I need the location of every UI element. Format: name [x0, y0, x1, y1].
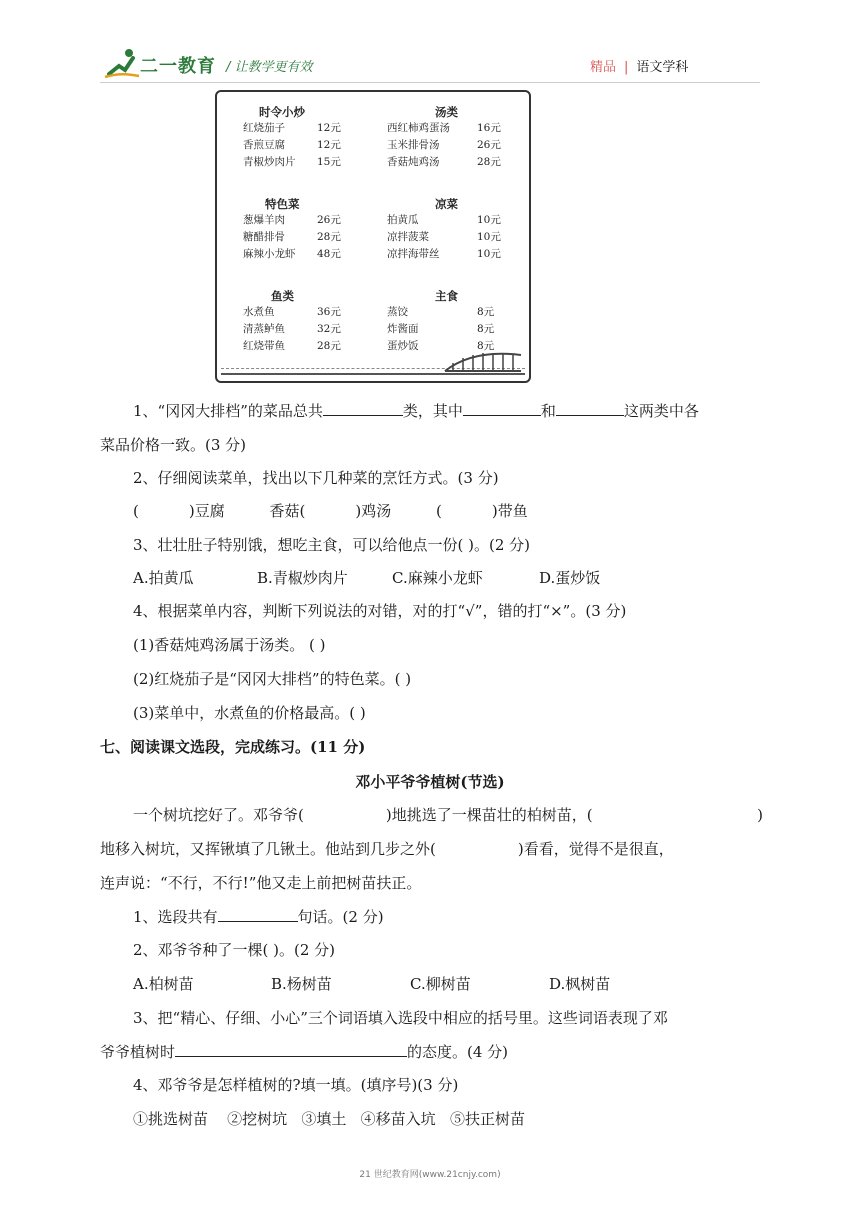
menu-item-name: 玉米排骨汤 — [387, 139, 440, 151]
menu-item-name: 红烧茄子 — [243, 122, 285, 134]
menu-item-price: 28元 — [317, 231, 341, 243]
section-7-title: 七、阅读课文选段，完成练习。(11 分) — [100, 738, 366, 756]
menu-item-name: 青椒炒肉片 — [243, 156, 296, 168]
q7-4: 4、邓爷爷是怎样植树的?填一填。(填序号)(3 分) — [133, 1076, 459, 1094]
q6-1-line1 — [133, 400, 699, 422]
q7-3-line2 — [100, 1041, 508, 1063]
q6-2-opt1: )豆腐 — [188, 502, 225, 520]
q6-4-1: (1)香菇炖鸡汤属于汤类。 ( ) — [133, 636, 326, 654]
menu-category: 时令小炒 — [259, 105, 305, 119]
header-divider — [100, 82, 760, 83]
q7-1-b: 句话。(2 分) — [297, 908, 384, 926]
logo-icon — [103, 46, 141, 80]
q7-3-b: 的态度。(4 分) — [407, 1043, 509, 1061]
menu-item-price: 16元 — [477, 122, 501, 134]
header-tags — [590, 56, 688, 75]
menu-item-name: 炸酱面 — [387, 323, 419, 335]
menu-item-name: 香煎豆腐 — [243, 139, 285, 151]
menu-item-price: 10元 — [477, 231, 501, 243]
option-c[interactable]: C.麻辣小龙虾 — [392, 569, 483, 587]
passage-title: 邓小平爷爷植树(节选) — [355, 773, 505, 791]
menu-category: 主食 — [435, 289, 458, 303]
passage-line2-a: 地移入树坑，又挥锹填了几锹土。他站到几步之外( — [100, 840, 436, 858]
q7-4-steps: ①挑选树苗 ②挖树坑 ③填土 ④移苗入坑 ⑤扶正树苗 — [133, 1110, 525, 1128]
menu-item-price: 10元 — [477, 248, 501, 260]
menu-item-price: 32元 — [317, 323, 341, 335]
q7-1 — [133, 906, 384, 928]
menu-item-price: 48元 — [317, 248, 341, 260]
menu-item-name: 凉拌菠菜 — [387, 231, 429, 243]
blank[interactable] — [323, 401, 403, 416]
menu-category: 特色菜 — [265, 197, 300, 211]
blank[interactable] — [175, 1042, 407, 1057]
menu-item-name: 糖醋排骨 — [243, 231, 285, 243]
q6-3: 3、壮壮肚子特别饿，想吃主食，可以给他点一份( )。(2 分) — [133, 536, 531, 554]
q6-1-line2: 菜品价格一致。(3 分) — [100, 436, 247, 454]
paren-open: ( — [436, 502, 442, 520]
blank[interactable] — [218, 907, 298, 922]
option-b[interactable]: B.杨树苗 — [271, 975, 332, 993]
passage-line1-c: ) — [757, 806, 763, 824]
menu-item-price: 26元 — [317, 214, 341, 226]
footer: 21 世纪教育网(www.21cnjy.com) — [359, 1170, 501, 1180]
q6-4: 4、根据菜单内容，判断下列说法的对错，对的打“√”，错的打“×”。(3 分) — [133, 602, 627, 620]
menu-image — [215, 90, 531, 383]
q6-1-text-d: 这两类中各 — [623, 402, 699, 420]
blank[interactable] — [463, 401, 541, 416]
menu-item-price: 28元 — [477, 156, 501, 168]
menu-item-name: 水煮鱼 — [243, 306, 275, 318]
q7-3-line1: 3、把“精心、仔细、小心”三个词语填入选段中相应的括号里。这些词语表现了邓 — [133, 1009, 668, 1027]
menu-item-price: 8元 — [477, 323, 495, 335]
tag-jingpin: 精品 — [590, 60, 617, 75]
option-a[interactable]: A.拍黄瓜 — [133, 569, 194, 587]
menu-item-name: 拍黄瓜 — [387, 214, 419, 226]
q6-4-3: (3)菜单中，水煮鱼的价格最高。( ) — [133, 704, 366, 722]
menu-item-name: 红烧带鱼 — [243, 340, 285, 352]
q6-1-text-c: 和 — [540, 402, 556, 420]
q7-1-a: 1、选段共有 — [133, 908, 218, 926]
menu-item-name: 西红柿鸡蛋汤 — [387, 122, 450, 134]
logo-text: 二一教育 — [140, 56, 216, 77]
menu-category: 鱼类 — [271, 289, 294, 303]
menu-item-name: 清蒸鲈鱼 — [243, 323, 285, 335]
passage-line2 — [100, 838, 674, 860]
passage-line1-b: )地挑选了一棵苗壮的柏树苗，( — [385, 806, 593, 824]
q6-2-opt2: 香菇( — [269, 502, 306, 520]
passage-line2-b: )看看，觉得不是很直， — [517, 840, 674, 858]
option-c[interactable]: C.柳树苗 — [410, 975, 471, 993]
menu-item-price: 8元 — [477, 306, 495, 318]
q7-3-a: 爷爷植树时 — [100, 1043, 176, 1061]
menu-category: 汤类 — [435, 105, 458, 119]
q6-1-text-a: 1、“冈冈大排档”的菜品总共 — [133, 402, 323, 420]
menu-item-name: 香菇炖鸡汤 — [387, 156, 440, 168]
passage-line1-a: 一个树坑挖好了。邓爷爷( — [133, 806, 304, 824]
option-b[interactable]: B.青椒炒肉片 — [257, 569, 348, 587]
slogan: / 让教学更有效 — [226, 60, 313, 75]
q6-4-2: (2)红烧茄子是“冈冈大排档”的特色菜。( ) — [133, 670, 412, 688]
menu-item-price: 26元 — [477, 139, 501, 151]
paren-open: ( — [133, 502, 139, 520]
menu-item-price: 10元 — [477, 214, 501, 226]
tag-subject: 语文学科 — [636, 60, 689, 75]
menu-item-name: 蛋炒饭 — [387, 340, 419, 352]
q6-2-opt2b: )鸡汤 — [355, 502, 392, 520]
option-d[interactable]: D.枫树苗 — [549, 975, 611, 993]
q6-2: 2、仔细阅读菜单，找出以下几种菜的烹饪方式。(3 分) — [133, 469, 499, 487]
option-d[interactable]: D.蛋炒饭 — [539, 569, 601, 587]
q6-2-opt3: )带鱼 — [491, 502, 528, 520]
tag-separator: | — [624, 60, 629, 75]
menu-item-price: 12元 — [317, 122, 341, 134]
blank[interactable] — [556, 401, 624, 416]
menu-item-price: 15元 — [317, 156, 341, 168]
passage-line3: 连声说：“不行，不行!”他又走上前把树苗扶正。 — [100, 874, 422, 892]
menu-item-name: 蒸饺 — [387, 306, 408, 318]
q7-2: 2、邓爷爷种了一棵( )。(2 分) — [133, 941, 336, 959]
menu-item-price: 28元 — [317, 340, 341, 352]
menu-item-name: 麻辣小龙虾 — [243, 248, 296, 260]
menu-item-name: 凉拌海带丝 — [387, 248, 440, 260]
menu-item-price: 8元 — [477, 340, 495, 352]
passage-line1 — [133, 804, 763, 826]
q6-2-options — [133, 500, 528, 522]
menu-item-name: 葱爆羊肉 — [243, 214, 285, 226]
menu-item-price: 36元 — [317, 306, 341, 318]
menu-category: 凉菜 — [435, 197, 458, 211]
q6-1-text-b: 类，其中 — [402, 402, 463, 420]
option-a[interactable]: A.柏树苗 — [133, 975, 194, 993]
menu-item-price: 12元 — [317, 139, 341, 151]
